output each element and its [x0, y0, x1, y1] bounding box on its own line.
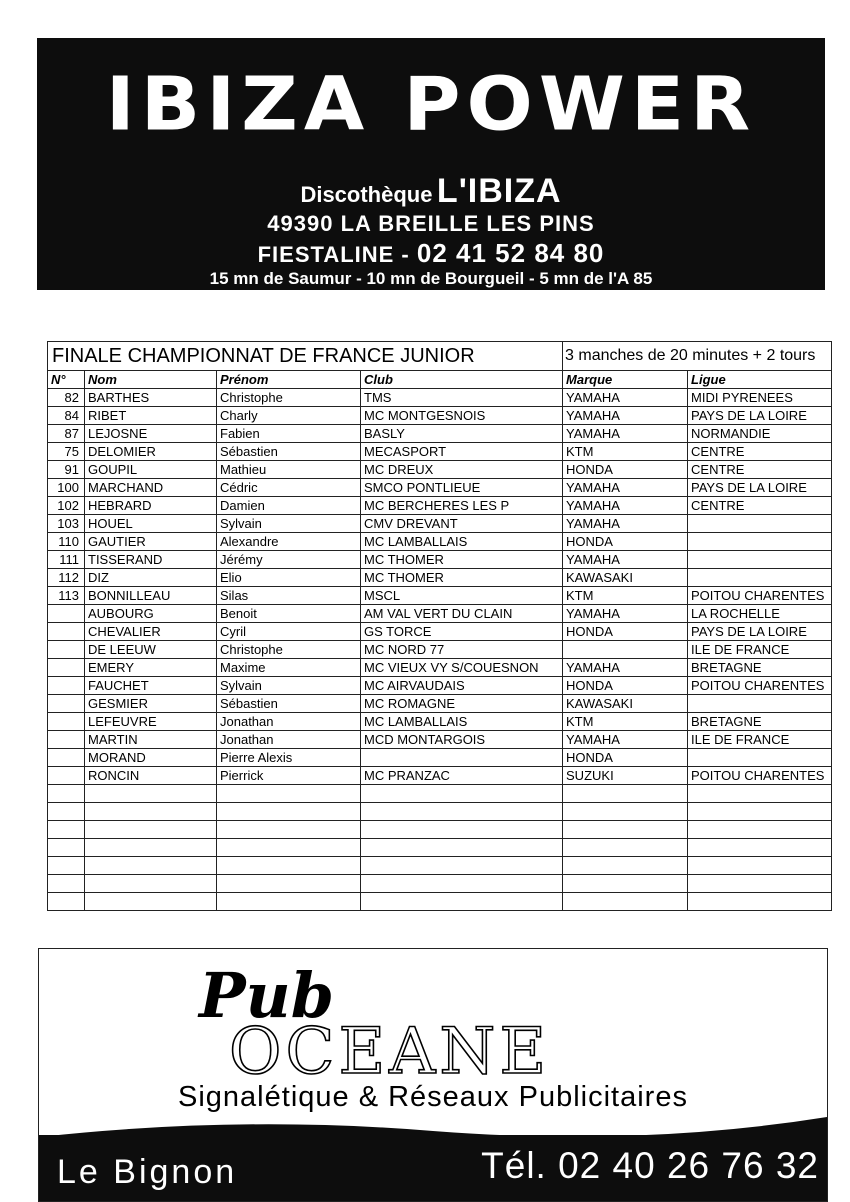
table-row — [48, 551, 832, 569]
cell-num: 103 — [48, 515, 85, 533]
cell-club — [361, 839, 563, 857]
cell-num — [48, 785, 85, 803]
cell-club — [361, 857, 563, 875]
table-row — [48, 785, 832, 803]
cell-ligue: CENTRE — [688, 461, 832, 479]
cell-ligue: PAYS DE LA LOIRE — [688, 623, 832, 641]
cell-num: 111 — [48, 551, 85, 569]
cell-prenom — [217, 821, 361, 839]
advert-oceane-logo: OCEANE — [229, 1015, 551, 1089]
cell-club: GS TORCE — [361, 623, 563, 641]
cell-prenom: Fabien — [217, 425, 361, 443]
cell-marque: KTM — [563, 587, 688, 605]
cell-nom: MORAND — [85, 749, 217, 767]
cell-prenom — [217, 839, 361, 857]
cell-ligue — [688, 551, 832, 569]
cell-marque: YAMAHA — [563, 497, 688, 515]
cell-ligue: ILE DE FRANCE — [688, 641, 832, 659]
table-row — [48, 425, 832, 443]
cell-num — [48, 767, 85, 785]
cell-club: MSCL — [361, 587, 563, 605]
venue-address: 49390 LA BREILLE LES PINS — [267, 211, 595, 236]
cell-ligue: NORMANDIE — [688, 425, 832, 443]
cell-nom: HOUEL — [85, 515, 217, 533]
table-row — [48, 605, 832, 623]
cell-marque: YAMAHA — [563, 551, 688, 569]
cell-ligue — [688, 695, 832, 713]
cell-prenom: Sébastien — [217, 695, 361, 713]
cell-prenom: Cédric — [217, 479, 361, 497]
cell-num: 100 — [48, 479, 85, 497]
venue-name: L'IBIZA — [436, 172, 562, 210]
cell-club: MC LAMBALLAIS — [361, 533, 563, 551]
cell-nom: HEBRARD — [85, 497, 217, 515]
cell-ligue — [688, 857, 832, 875]
cell-prenom: Sylvain — [217, 677, 361, 695]
cell-nom — [85, 821, 217, 839]
cell-marque: HONDA — [563, 677, 688, 695]
cell-marque: KAWASAKI — [563, 695, 688, 713]
table-row — [48, 713, 832, 731]
table-title: FINALE CHAMPIONNAT DE FRANCE JUNIOR — [48, 342, 563, 371]
table-row — [48, 479, 832, 497]
cell-ligue: MIDI PYRENEES — [688, 389, 832, 407]
cell-club: SMCO PONTLIEUE — [361, 479, 563, 497]
cell-nom: MARTIN — [85, 731, 217, 749]
venue-url: www.euronight.com/ibiza — [328, 293, 534, 312]
cell-nom — [85, 875, 217, 893]
cell-prenom: Mathieu — [217, 461, 361, 479]
cell-club: MC LAMBALLAIS — [361, 713, 563, 731]
table-row — [48, 749, 832, 767]
cell-club — [361, 893, 563, 911]
cell-marque: KTM — [563, 713, 688, 731]
cell-club — [361, 821, 563, 839]
cell-club: MC ROMAGNE — [361, 695, 563, 713]
cell-prenom: Sylvain — [217, 515, 361, 533]
table-row — [48, 803, 832, 821]
cell-num: 84 — [48, 407, 85, 425]
cell-club: MC MONTGESNOIS — [361, 407, 563, 425]
table-row — [48, 407, 832, 425]
cell-marque: YAMAHA — [563, 605, 688, 623]
cell-nom: GESMIER — [85, 695, 217, 713]
cell-marque — [563, 641, 688, 659]
advert-brand: IBIZA POWER — [105, 62, 757, 148]
cell-ligue — [688, 785, 832, 803]
advert-town: Le Bignon — [57, 1153, 238, 1191]
cell-marque: KAWASAKI — [563, 569, 688, 587]
cell-prenom: Charly — [217, 407, 361, 425]
cell-prenom: Elio — [217, 569, 361, 587]
cell-nom: GAUTIER — [85, 533, 217, 551]
pub-oceane-advert — [38, 948, 828, 1202]
cell-nom: RIBET — [85, 407, 217, 425]
cell-prenom: Sébastien — [217, 443, 361, 461]
cell-nom — [85, 785, 217, 803]
cell-ligue: CENTRE — [688, 497, 832, 515]
table-row — [48, 515, 832, 533]
table-row — [48, 767, 832, 785]
cell-marque: YAMAHA — [563, 389, 688, 407]
cell-ligue — [688, 515, 832, 533]
cell-club: AM VAL VERT DU CLAIN — [361, 605, 563, 623]
cell-prenom — [217, 803, 361, 821]
cell-nom — [85, 893, 217, 911]
cell-marque: YAMAHA — [563, 479, 688, 497]
cell-num — [48, 875, 85, 893]
header-nom: Nom — [85, 371, 217, 389]
cell-num — [48, 839, 85, 857]
cell-num — [48, 659, 85, 677]
ibiza-power-advert — [37, 38, 825, 312]
cell-club: MC DREUX — [361, 461, 563, 479]
table-row — [48, 677, 832, 695]
table-row — [48, 893, 832, 911]
cell-num — [48, 803, 85, 821]
table-row — [48, 875, 832, 893]
cell-club: MECASPORT — [361, 443, 563, 461]
cell-marque: YAMAHA — [563, 731, 688, 749]
cell-nom: EMERY — [85, 659, 217, 677]
cell-marque: HONDA — [563, 461, 688, 479]
header-ligue: Ligue — [688, 371, 832, 389]
cell-ligue: BRETAGNE — [688, 659, 832, 677]
cell-club: BASLY — [361, 425, 563, 443]
cell-prenom — [217, 785, 361, 803]
cell-nom: LEFEUVRE — [85, 713, 217, 731]
cell-marque: KTM — [563, 443, 688, 461]
cell-club: MC AIRVAUDAIS — [361, 677, 563, 695]
cell-ligue: POITOU CHARENTES — [688, 677, 832, 695]
table-row — [48, 587, 832, 605]
cell-marque: SUZUKI — [563, 767, 688, 785]
cell-ligue: PAYS DE LA LOIRE — [688, 479, 832, 497]
advert-contact-band — [39, 1135, 827, 1201]
table-header-row — [48, 371, 832, 389]
table-row — [48, 623, 832, 641]
cell-nom: CHEVALIER — [85, 623, 217, 641]
cell-prenom: Pierre Alexis — [217, 749, 361, 767]
results-table — [47, 341, 832, 911]
cell-num: 87 — [48, 425, 85, 443]
cell-prenom: Christophe — [217, 641, 361, 659]
cell-marque — [563, 857, 688, 875]
venue-distances: 15 mn de Saumur - 10 mn de Bourgueil - 5 mn de l'A 85 — [209, 269, 653, 288]
header-marque: Marque — [563, 371, 688, 389]
table-row — [48, 389, 832, 407]
cell-ligue: PAYS DE LA LOIRE — [688, 407, 832, 425]
cell-prenom: Christophe — [217, 389, 361, 407]
cell-prenom: Maxime — [217, 659, 361, 677]
cell-ligue: ILE DE FRANCE — [688, 731, 832, 749]
cell-num — [48, 677, 85, 695]
cell-marque: HONDA — [563, 749, 688, 767]
table-row — [48, 497, 832, 515]
cell-nom: DE LEEUW — [85, 641, 217, 659]
cell-num: 82 — [48, 389, 85, 407]
cell-ligue — [688, 821, 832, 839]
cell-num: 112 — [48, 569, 85, 587]
cell-num — [48, 749, 85, 767]
table-row — [48, 839, 832, 857]
cell-num — [48, 623, 85, 641]
cell-club — [361, 875, 563, 893]
cell-nom: FAUCHET — [85, 677, 217, 695]
cell-prenom: Pierrick — [217, 767, 361, 785]
cell-marque — [563, 893, 688, 911]
table-row — [48, 443, 832, 461]
cell-club: MC THOMER — [361, 551, 563, 569]
cell-club — [361, 785, 563, 803]
cell-club — [361, 803, 563, 821]
venue-phone-line — [37, 238, 825, 269]
cell-marque — [563, 803, 688, 821]
cell-ligue — [688, 875, 832, 893]
cell-marque: YAMAHA — [563, 425, 688, 443]
cell-prenom: Jérémy — [217, 551, 361, 569]
cell-ligue: LA ROCHELLE — [688, 605, 832, 623]
cell-club: CMV DREVANT — [361, 515, 563, 533]
cell-ligue: CENTRE — [688, 443, 832, 461]
header-num: N° — [48, 371, 85, 389]
cell-prenom — [217, 893, 361, 911]
header-club: Club — [361, 371, 563, 389]
cell-prenom: Alexandre — [217, 533, 361, 551]
cell-club: MC VIEUX VY S/COUESNON — [361, 659, 563, 677]
table-row — [48, 533, 832, 551]
cell-nom: BONNILLEAU — [85, 587, 217, 605]
cell-prenom: Cyril — [217, 623, 361, 641]
cell-num: 91 — [48, 461, 85, 479]
cell-ligue — [688, 803, 832, 821]
cell-ligue: BRETAGNE — [688, 713, 832, 731]
table-row — [48, 659, 832, 677]
cell-num — [48, 821, 85, 839]
cell-prenom: Benoit — [217, 605, 361, 623]
table-row — [48, 461, 832, 479]
cell-num — [48, 857, 85, 875]
cell-club: MC PRANZAC — [361, 767, 563, 785]
cell-marque: YAMAHA — [563, 659, 688, 677]
cell-nom: TISSERAND — [85, 551, 217, 569]
cell-marque — [563, 875, 688, 893]
phone-label: FIESTALINE - — [257, 242, 410, 267]
cell-nom: BARTHES — [85, 389, 217, 407]
cell-prenom: Jonathan — [217, 731, 361, 749]
cell-prenom: Silas — [217, 587, 361, 605]
table-row — [48, 641, 832, 659]
cell-marque: HONDA — [563, 623, 688, 641]
cell-ligue — [688, 569, 832, 587]
cell-num — [48, 713, 85, 731]
cell-num: 113 — [48, 587, 85, 605]
cell-nom — [85, 803, 217, 821]
advert-phone: Tél. 02 40 26 76 32 — [481, 1145, 819, 1186]
cell-marque — [563, 839, 688, 857]
cell-nom: LEJOSNE — [85, 425, 217, 443]
cell-nom: GOUPIL — [85, 461, 217, 479]
table-row — [48, 569, 832, 587]
header-prenom: Prénom — [217, 371, 361, 389]
cell-num: 110 — [48, 533, 85, 551]
cell-num — [48, 731, 85, 749]
cell-marque: HONDA — [563, 533, 688, 551]
cell-ligue — [688, 533, 832, 551]
cell-nom — [85, 857, 217, 875]
cell-num — [48, 695, 85, 713]
table-row — [48, 821, 832, 839]
venue-prefix: Discothèque — [300, 182, 433, 207]
cell-marque — [563, 785, 688, 803]
table-row — [48, 695, 832, 713]
cell-marque: YAMAHA — [563, 515, 688, 533]
cell-nom: RONCIN — [85, 767, 217, 785]
table-row — [48, 857, 832, 875]
table-title-row — [48, 342, 832, 371]
cell-club: MC BERCHERES LES P — [361, 497, 563, 515]
cell-marque — [563, 821, 688, 839]
cell-club: TMS — [361, 389, 563, 407]
cell-num: 75 — [48, 443, 85, 461]
cell-prenom: Jonathan — [217, 713, 361, 731]
cell-ligue — [688, 839, 832, 857]
cell-ligue — [688, 749, 832, 767]
cell-prenom — [217, 875, 361, 893]
cell-ligue: POITOU CHARENTES — [688, 767, 832, 785]
cell-nom: DIZ — [85, 569, 217, 587]
cell-nom: DELOMIER — [85, 443, 217, 461]
cell-prenom — [217, 857, 361, 875]
advert-tagline: Signalétique & Réseaux Publicitaires — [178, 1081, 688, 1113]
cell-num — [48, 893, 85, 911]
phone-number: 02 41 52 84 80 — [416, 238, 605, 268]
cell-marque: YAMAHA — [563, 407, 688, 425]
cell-num: 102 — [48, 497, 85, 515]
cell-club — [361, 749, 563, 767]
cell-club: MC NORD 77 — [361, 641, 563, 659]
cell-num — [48, 641, 85, 659]
venue-line — [37, 172, 825, 211]
cell-num — [48, 605, 85, 623]
cell-nom — [85, 839, 217, 857]
cell-nom: MARCHAND — [85, 479, 217, 497]
table-row — [48, 731, 832, 749]
cell-club: MCD MONTARGOIS — [361, 731, 563, 749]
results-table-block — [47, 341, 831, 911]
table-subtitle: 3 manches de 20 minutes + 2 tours — [563, 342, 832, 371]
cell-nom: AUBOURG — [85, 605, 217, 623]
cell-prenom: Damien — [217, 497, 361, 515]
cell-ligue: POITOU CHARENTES — [688, 587, 832, 605]
cell-ligue — [688, 893, 832, 911]
cell-club: MC THOMER — [361, 569, 563, 587]
advert-pub-script: Pub — [199, 959, 335, 1032]
